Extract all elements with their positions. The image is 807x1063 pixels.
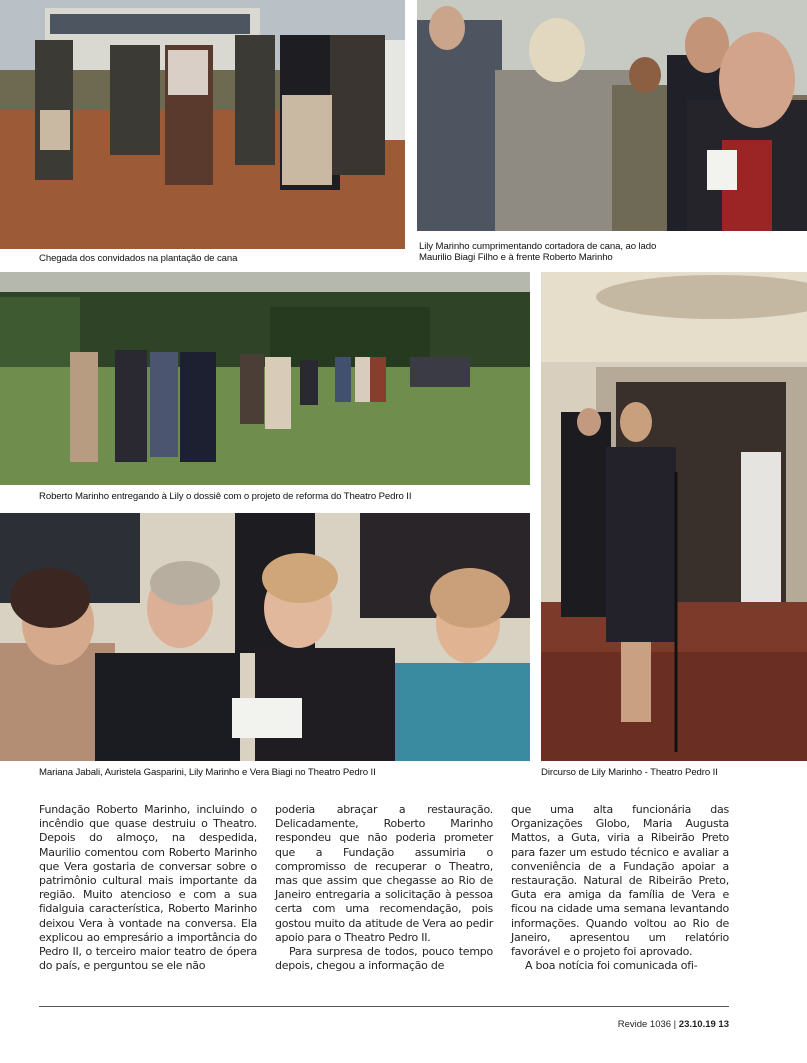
- footer-publication: Revide 1036 |: [617, 1019, 677, 1030]
- footer-rule: [39, 1006, 729, 1007]
- photo-dossier-handover: [0, 272, 530, 485]
- photo-lily-speech: [541, 272, 807, 761]
- article-col3-paragraph-2: A boa notícia foi comunicada ofi-: [525, 959, 698, 973]
- article-col2-paragraph-2: Para surpresa de todos, pouco tempo depois, chegou a informação de: [275, 945, 493, 973]
- article-col2-paragraph-1: poderia abraçar a restauração. Delicadamente, Roberto Marinho respondeu que não poderia prometer que a Fundação assumiria o compromisso de recuperar o Theatro, mas que assim que chegasse ao Rio de Janeiro entregaria a solicitação à pessoa certa com uma recomendação, pois gostou muito da atitude de Vera ao pedir apoio para o Theatro Pedro II.: [275, 803, 493, 944]
- article-col1-paragraph: Fundação Roberto Marinho, incluindo o incêndio que quase destruiu o Theatro. Depois do almoço, na despedida, Maurilio comentou com Roberto Marinho que Vera gostaria de conversar sobre o patrimônio cultural mais importante da região. Muito atencioso e com a sua fidalguia característica, Roberto Marinho deixou Vera à vontade na conversa. Ela explicou ao empresário a importância do Pedro II, o terceiro maior teatro de ópera do país, e perguntou se ele não: [39, 803, 257, 973]
- article-col3-paragraph-1: que uma alta funcionária das Organizações Globo, Maria Augusta Mattos, a Guta, viria a Ribeirão Preto para fazer um estudo técnico e avaliar a conveniência de a Fundação apoiar a restauração. Natural de Ribeirão Preto, Guta era amiga da família de Vera e ficou na cidade uma semana levantando informações. Quando voltou ao Rio de Janeiro, apresentou um relatório favorável e o projeto foi aprovado.: [511, 803, 729, 959]
- footer-page-number: 13: [718, 1019, 729, 1030]
- caption-lily-speech: Dircurso de Lily Marinho - Theatro Pedro II: [541, 767, 718, 778]
- caption-dossier-handover: Roberto Marinho entregando à Lily o dossiê com o projeto de reforma do Theatro Pedro II: [39, 491, 412, 502]
- caption-lily-greeting-line1: Lily Marinho cumprimentando cortadora de cana, ao lado: [419, 241, 657, 252]
- caption-lily-greeting-line2: Maurilio Biagi Filho e à frente Roberto Marinho: [419, 252, 613, 263]
- article-column-3: [511, 803, 729, 973]
- photo-guests-arrival: [0, 0, 405, 249]
- caption-guests-arrival: Chegada dos convidados na plantação de cana: [39, 253, 238, 264]
- photo-lily-greeting: [417, 0, 807, 231]
- article-column-1: [39, 803, 257, 973]
- page-footer: [618, 1019, 729, 1030]
- article-column-2: [275, 803, 493, 973]
- caption-ladies-theatre: Mariana Jabali, Auristela Gasparini, Lily Marinho e Vera Biagi no Theatro Pedro II: [39, 767, 376, 778]
- footer-date: 23.10.19: [678, 1019, 716, 1030]
- photo-ladies-theatre: [0, 513, 530, 761]
